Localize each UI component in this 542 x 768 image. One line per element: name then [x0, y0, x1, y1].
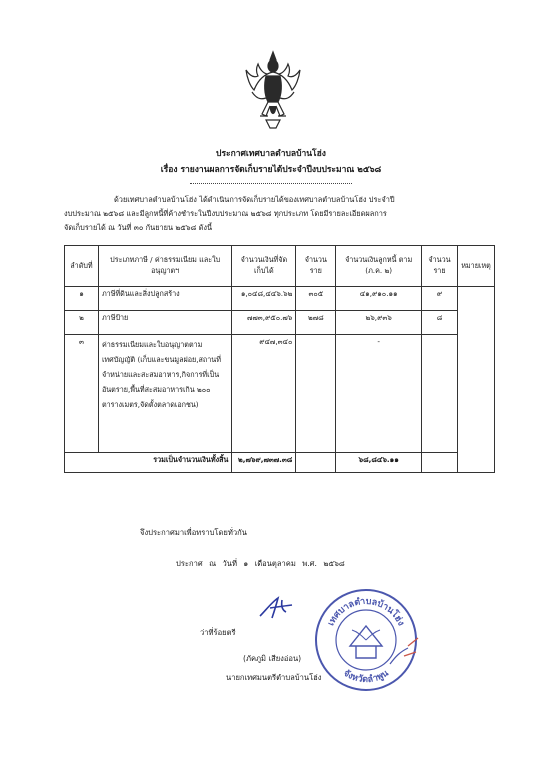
total-debtor-amount: ๖๘,๘๔๖.๑๑: [336, 453, 422, 473]
garuda-emblem-icon: [244, 50, 302, 130]
col-header-note: หมายเหตุ: [457, 246, 494, 287]
signer-position: นายกเทศมนตรีตำบลบ้านโฮ่ง: [226, 673, 322, 682]
total-label: รวมเป็นจำนวนเงินทั้งสิ้น: [65, 453, 232, 473]
table-row: [65, 287, 495, 311]
row-no: ๑: [65, 287, 99, 311]
signer-name: (ภัคภูมิ เสียงอ่อน): [243, 654, 302, 663]
row-debtor-amount: ๔๑,๙๑๐.๑๑: [336, 287, 422, 311]
row-debtor-amount: ๒๖,๙๓๖: [336, 311, 422, 335]
svg-text:เทศบาลตำบลบ้านโฮ่ง: เทศบาลตำบลบ้านโฮ่ง: [326, 596, 406, 628]
row-debtor-count: ๙: [422, 287, 458, 311]
row-count: ๓๐๕: [296, 287, 336, 311]
row-count: [296, 335, 336, 453]
row-amount: ๙๔๗,๓๔๐: [232, 335, 296, 453]
intro-line-2: งบประมาณ ๒๕๖๘ และมีลูกหนี้ที่ค้างชำระในปีงบประมาณ ๒๕๖๘ ทุกประเภท โดยมีรายละเอียดผลการ: [64, 209, 387, 218]
row-note: [457, 287, 494, 473]
row-amount: ๑,๐๔๘,๔๔๖.๖๒: [232, 287, 296, 311]
row-debtor-amount: -: [336, 335, 422, 453]
col-header-debtor-count: จำนวนราย: [422, 246, 458, 287]
row-no: ๓: [65, 335, 99, 453]
divider: [190, 183, 352, 184]
row-amount: ๗๗๓,๙๕๐.๗๖: [232, 311, 296, 335]
total-count-empty: [296, 453, 336, 473]
revenue-table: [64, 245, 495, 473]
signer-rank: ว่าที่ร้อยตรี: [200, 628, 236, 637]
row-type: ภาษีที่ดินและสิ่งปลูกสร้าง: [98, 287, 231, 311]
announcement-title: ประกาศเทศบาลตำบลบ้านโฮ่ง: [216, 149, 326, 159]
table-header-row: [65, 246, 495, 287]
svg-text:จังหวัดลำพูน: จังหวัดลำพูน: [341, 668, 391, 686]
col-header-amount: จำนวนเงินที่จัดเก็บได้: [232, 246, 296, 287]
col-header-no: ลำดับที่: [65, 246, 99, 287]
col-header-count: จำนวนราย: [296, 246, 336, 287]
col-header-debtor-amount: จำนวนเงินลูกหนี้ ตาม (ภ.ค. ๒): [336, 246, 422, 287]
row-no: ๒: [65, 311, 99, 335]
intro-paragraph: [64, 193, 494, 235]
col-header-type: ประเภทภาษี / ค่าธรรมเนียม และใบอนุญาตฯ: [98, 246, 231, 287]
row-type: ภาษีป้าย: [98, 311, 231, 335]
total-amount: ๒,๗๖๙,๗๓๗.๓๘: [232, 453, 296, 473]
official-seal-icon: [312, 586, 420, 694]
row-debtor-count: [422, 335, 458, 453]
row-debtor-count: ๘: [422, 311, 458, 335]
row-type: ค่าธรรมเนียมและใบอนุญาตตามเทศบัญญัติ (เก็บและขนมูลฝอย,สถานที่จำหน่ายและสะสมอาหาร,กิจการที่เป็นอันตราย,พื้นที่สะสมอาหารเกิน ๒๐๐ ตารางเมตร,จัดตั้งตลาดเอกชน): [98, 335, 231, 453]
total-row: [65, 453, 495, 473]
signature-icon: [256, 596, 296, 620]
announce-text: จึงประกาศมาเพื่อทราบโดยทั่วกัน: [140, 528, 247, 537]
intro-line-1: ด้วยเทศบาลตำบลบ้านโฮ่ง ได้ดำเนินการจัดเก็บรายได้ของเทศบาลตำบลบ้านโฮ่ง ประจำปี: [114, 195, 395, 204]
row-count: ๒๗๘: [296, 311, 336, 335]
total-debtor-count-empty: [422, 453, 458, 473]
table-row: [65, 335, 495, 453]
announcement-subject: เรื่อง รายงานผลการจัดเก็บรายได้ประจำปีงบประมาณ ๒๕๖๘: [160, 165, 382, 175]
announce-date: ประกาศ ณ วันที่ ๑ เดือนตุลาคม พ.ศ. ๒๕๖๘: [176, 559, 345, 568]
table-row: [65, 311, 495, 335]
intro-line-3: จัดเก็บรายได้ ณ วันที่ ๓๐ กันยายน ๒๕๖๘ ดังนี้: [64, 223, 213, 232]
